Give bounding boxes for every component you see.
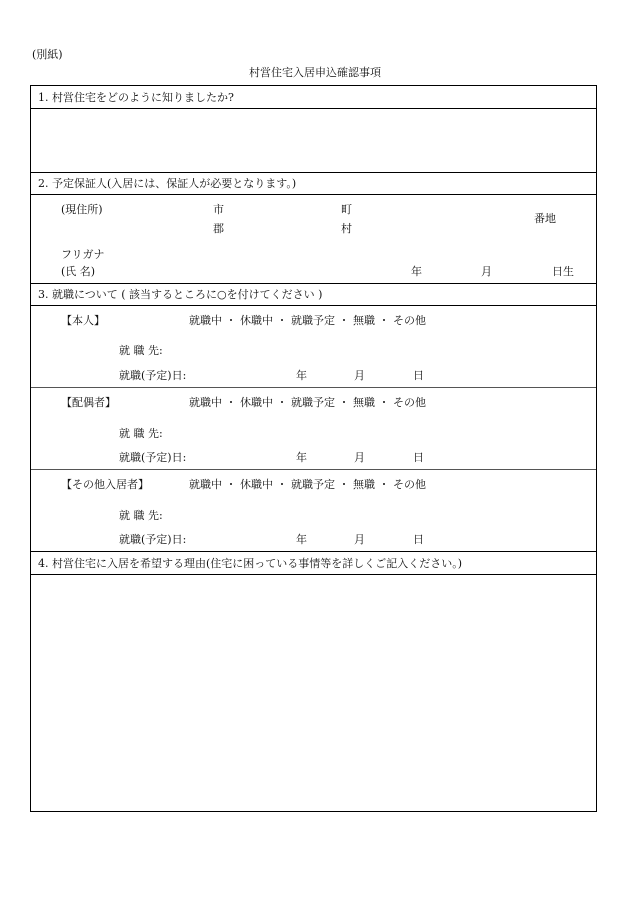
guarantor-name-label: (氏 名)	[61, 265, 96, 278]
self-divider	[31, 387, 596, 388]
village-label: 村	[341, 222, 352, 235]
birth-year-label: 年	[411, 265, 422, 278]
town-label: 町	[341, 203, 352, 216]
other-resident-label: 【その他入居者】	[61, 478, 149, 491]
spouse-month-label: 月	[354, 451, 365, 464]
section3-heading: 3. 就職について ( 該当するところに○を付けてください )	[38, 288, 323, 301]
section2-heading-divider	[31, 194, 596, 195]
other-resident-day-label: 日	[413, 533, 424, 546]
section4-heading: 4. 村営住宅に入居を希望する理由(住宅に困っている事情等を詳しくご記入ください。)	[38, 557, 463, 570]
banchi-label: 番地	[534, 212, 556, 225]
other-resident-year-label: 年	[296, 533, 307, 546]
furigana-label: フリガナ	[61, 248, 105, 261]
section2-heading: 2. 予定保証人(入居には、保証人が必要となります。)	[38, 177, 297, 190]
spouse-label: 【配偶者】	[61, 396, 116, 409]
page-title: 村営住宅入居申込確認事項	[249, 66, 381, 79]
attachment-label: (別紙)	[32, 48, 63, 61]
self-employment-options[interactable]: 就職中 ・ 休職中 ・ 就職予定 ・ 無職 ・ その他	[189, 314, 426, 327]
section3-heading-divider	[31, 305, 596, 306]
other-resident-employment-options[interactable]: 就職中 ・ 休職中 ・ 就職予定 ・ 無職 ・ その他	[189, 478, 426, 491]
other-resident-month-label: 月	[354, 533, 365, 546]
spouse-year-label: 年	[296, 451, 307, 464]
spouse-employer-label: 就 職 先:	[119, 427, 163, 440]
section4-answer-area[interactable]	[31, 575, 596, 810]
spouse-start-date-label: 就職(予定)日:	[119, 451, 187, 464]
spouse-day-label: 日	[413, 451, 424, 464]
spouse-divider	[31, 469, 596, 470]
section1-bottom-divider	[31, 172, 596, 173]
self-month-label: 月	[354, 369, 365, 382]
self-employer-label: 就 職 先:	[119, 344, 163, 357]
self-label: 【本人】	[61, 314, 105, 327]
birth-month-label: 月	[481, 265, 492, 278]
section3-bottom-divider	[31, 551, 596, 552]
county-label: 郡	[213, 222, 224, 235]
section2-bottom-divider	[31, 283, 596, 284]
city-label: 市	[213, 203, 224, 216]
spouse-employment-options[interactable]: 就職中 ・ 休職中 ・ 就職予定 ・ 無職 ・ その他	[189, 396, 426, 409]
birth-day-label: 日生	[552, 265, 574, 278]
self-day-label: 日	[413, 369, 424, 382]
section1-answer-area[interactable]	[31, 109, 596, 171]
section1-heading: 1. 村営住宅をどのように知りましたか?	[38, 91, 234, 104]
address-label: (現住所)	[61, 203, 103, 216]
other-resident-employer-label: 就 職 先:	[119, 509, 163, 522]
self-start-date-label: 就職(予定)日:	[119, 369, 187, 382]
other-resident-start-date-label: 就職(予定)日:	[119, 533, 187, 546]
form-box	[30, 85, 597, 812]
self-year-label: 年	[296, 369, 307, 382]
